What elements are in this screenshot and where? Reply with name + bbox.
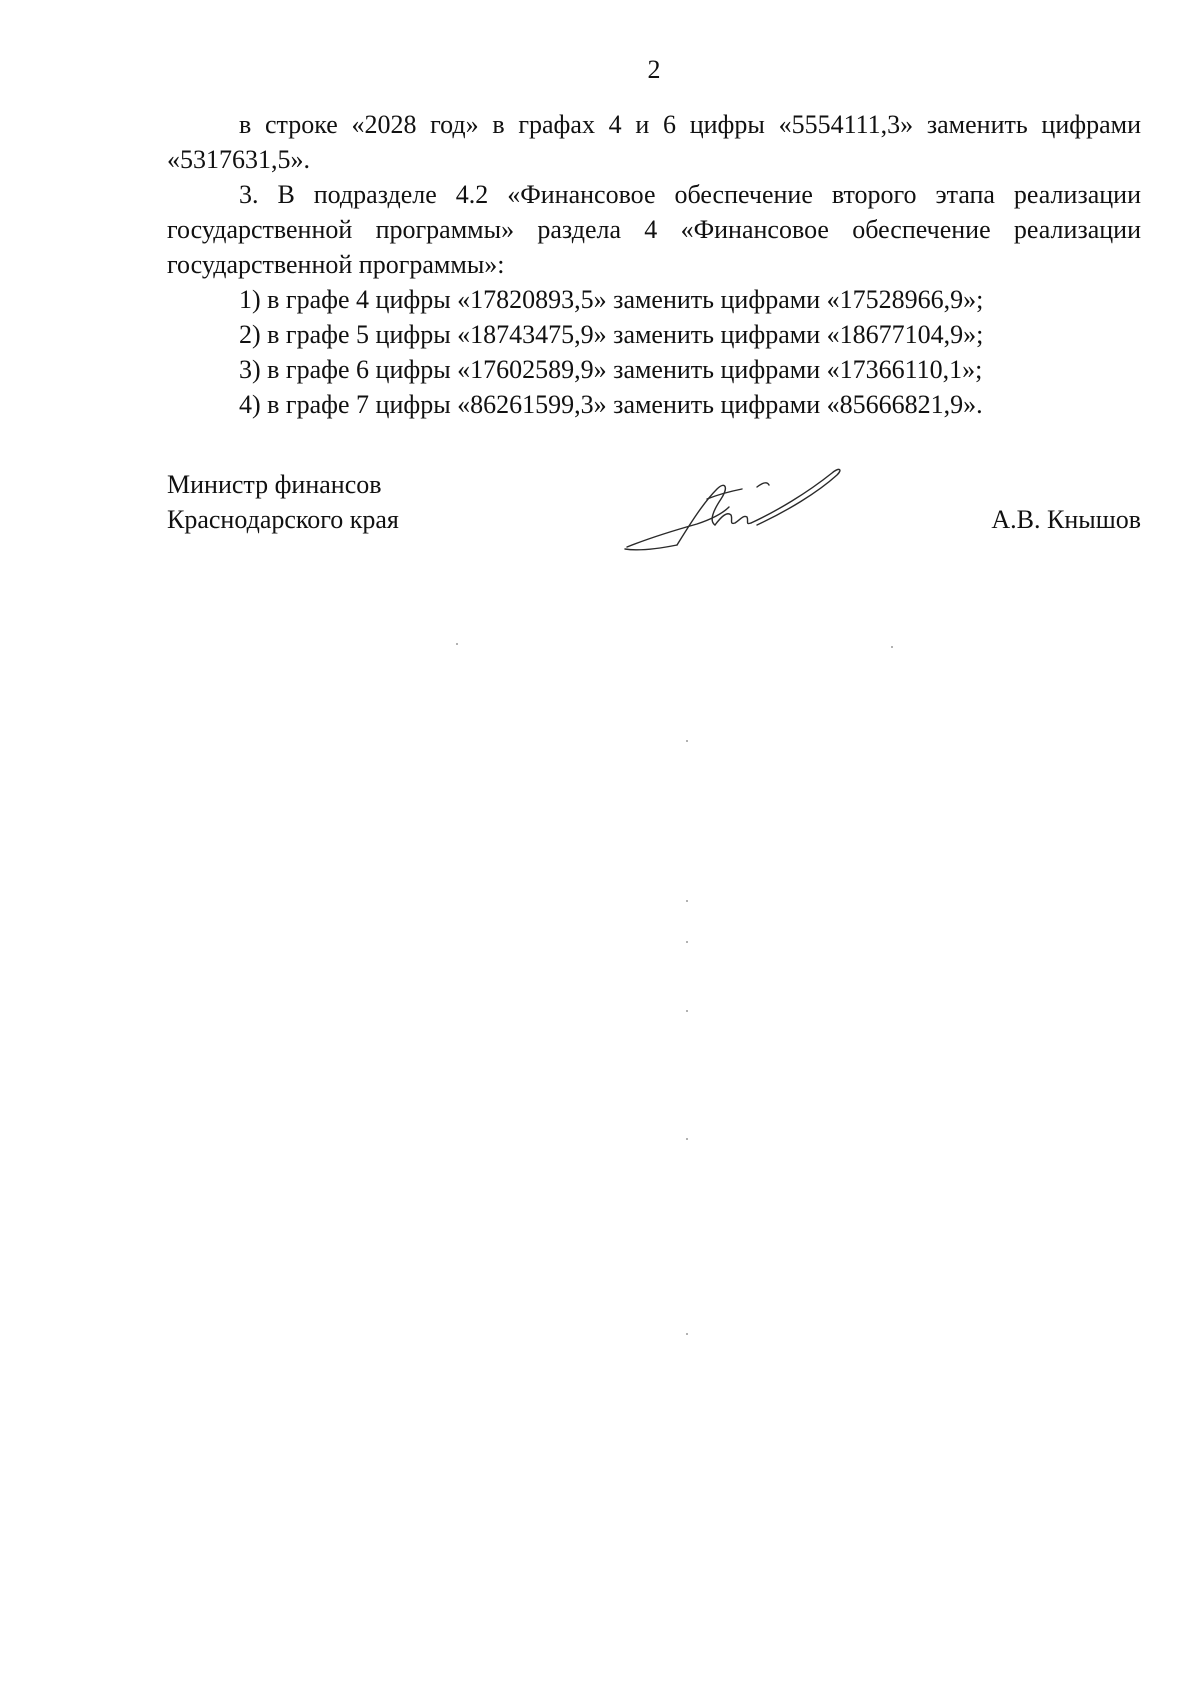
scan-speck — [891, 646, 893, 648]
signer-name: А.В. Кнышов — [991, 505, 1141, 534]
list-item-3: 3) в графе 6 цифры «17602589,9» заменить цифрами «17366110,1»; — [239, 355, 983, 384]
scan-speck — [686, 740, 688, 742]
signer-title-line-2: Краснодарского края — [167, 505, 399, 534]
signature-block — [167, 467, 1141, 557]
paragraph-subsection-4-2: 3. В подразделе 4.2 «Финансовое обеспечение второго этапа реализации государственной программы» раздела 4 «Финансовое обеспечение реализации государственной программы»: — [167, 180, 1141, 279]
paragraph-row-2028: в строке «2028 год» в графах 4 и 6 цифры «5554111,3» заменить цифрами «5317631,5». — [167, 110, 1141, 174]
scan-speck — [686, 900, 688, 902]
list-item-4: 4) в графе 7 цифры «86261599,3» заменить цифрами «85666821,9». — [239, 390, 983, 419]
list-item-2: 2) в графе 5 цифры «18743475,9» заменить цифрами «18677104,9»; — [239, 320, 984, 349]
signer-title-line-1: Министр финансов — [167, 470, 382, 499]
scan-speck — [686, 941, 688, 943]
signer-title — [167, 467, 399, 537]
document-body — [167, 107, 1141, 422]
scan-speck — [686, 1138, 688, 1140]
list-item-1: 1) в графе 4 цифры «17820893,5» заменить цифрами «17528966,9»; — [239, 285, 984, 314]
scan-speck — [686, 1010, 688, 1012]
handwritten-signature — [617, 459, 857, 554]
scan-speck — [686, 1333, 688, 1335]
scan-speck — [456, 643, 458, 645]
page-number: 2 — [647, 55, 661, 84]
